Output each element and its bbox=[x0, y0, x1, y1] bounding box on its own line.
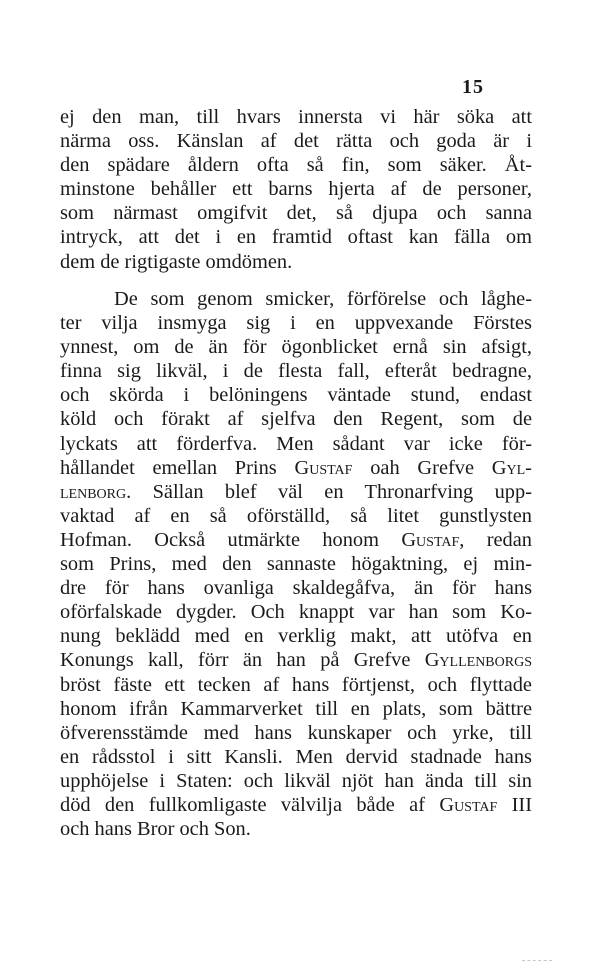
text-fragment: Sällan blef väl en Thronarfving upp- bbox=[131, 480, 532, 503]
text-line: köld och förakt af sjelfva den Regent, som de bbox=[60, 408, 532, 431]
text-line bbox=[60, 648, 532, 672]
name-gyllenborg: lenborg. bbox=[60, 480, 132, 503]
text-fragment: Hofman. Också utmärkte honom bbox=[60, 528, 402, 551]
text-line: lyckats att förderfva. Men sådant var icke för- bbox=[60, 432, 532, 455]
text-line: honom ifrån Kammarverket till en plats, som bättre bbox=[60, 697, 532, 720]
text-fragment: död den fullkomligaste välvilja både af bbox=[60, 793, 440, 816]
text-fragment: III bbox=[497, 793, 533, 816]
text-line: intryck, att det i en framtid oftast kan fälla om bbox=[60, 226, 532, 249]
text-line: minstone behåller ett barns hjerta af de personer, bbox=[60, 178, 532, 201]
text-fragment: , redan bbox=[459, 528, 532, 551]
text-line: vaktad af en så oförställd, så litet gunstlysten bbox=[60, 504, 532, 527]
text-fragment: oah Grefve bbox=[352, 456, 492, 479]
text-line: en rådsstol i sitt Kansli. Men dervid stadnade hans bbox=[60, 745, 532, 768]
text-line: upphöjelse i Staten: och likväl njöt han ända till sin bbox=[60, 769, 532, 792]
text-line: ynnest, om de än för ögonblicket ernå sin afsigt, bbox=[60, 336, 532, 359]
page-number: 15 bbox=[462, 76, 484, 98]
text-line: oförfalskade dygder. Och knappt var han som Ko- bbox=[60, 601, 532, 624]
text-line: ter vilja insmyga sig i en uppvexande Förstes bbox=[60, 312, 532, 335]
paragraph-2 bbox=[60, 287, 532, 841]
scan-mark bbox=[522, 960, 552, 964]
text-line: bröst fäste ett tecken af hans förtjenst, och flyttade bbox=[60, 673, 532, 696]
text-line: närma oss. Känslan af det rätta och goda är i bbox=[60, 130, 532, 153]
name-gustaf: Gustaf bbox=[439, 793, 498, 816]
name-gyllenborgs: Gyllenborgs bbox=[424, 649, 532, 672]
name-gyllenborg: Gyl- bbox=[491, 456, 532, 479]
text-line: dre för hans ovanliga skaldegåfva, än för hans bbox=[60, 577, 532, 600]
text-line: ej den man, till hvars innersta vi här söka att bbox=[60, 106, 532, 128]
text-line: som närmast omgifvit det, så djupa och sanna bbox=[60, 202, 532, 225]
text-line: dem de rigtigaste omdömen. bbox=[60, 250, 293, 273]
text-line: öfverensstämde med hans kunskaper och yrke, till bbox=[60, 721, 532, 744]
text-line bbox=[60, 456, 532, 480]
text-line bbox=[60, 793, 532, 817]
text-line: och hans Bror och Son. bbox=[60, 818, 251, 841]
text-line bbox=[60, 480, 532, 504]
text-fragment: Konungs kall, förr än han på Grefve bbox=[60, 649, 425, 672]
text-line: finna sig likväl, i de flesta fall, efteråt bedragne, bbox=[60, 360, 532, 383]
text-line bbox=[60, 528, 532, 552]
name-gustaf: Gustaf bbox=[294, 456, 353, 479]
text-line: De som genom smicker, förförelse och låghe- bbox=[114, 288, 532, 310]
text-line: och skörda i belöningens väntade stund, endast bbox=[60, 384, 532, 407]
text-line: den spädare åldern ofta så fin, som säker. Åt- bbox=[60, 154, 532, 177]
text-line: som Prins, med den sannaste högaktning, ej min- bbox=[60, 553, 532, 576]
text-line: nung beklädd med en verklig makt, att utöfva en bbox=[60, 625, 532, 648]
name-gustaf: Gustaf bbox=[401, 528, 460, 551]
paragraph-1 bbox=[60, 105, 532, 274]
text-fragment: hållandet emellan Prins bbox=[60, 456, 295, 479]
